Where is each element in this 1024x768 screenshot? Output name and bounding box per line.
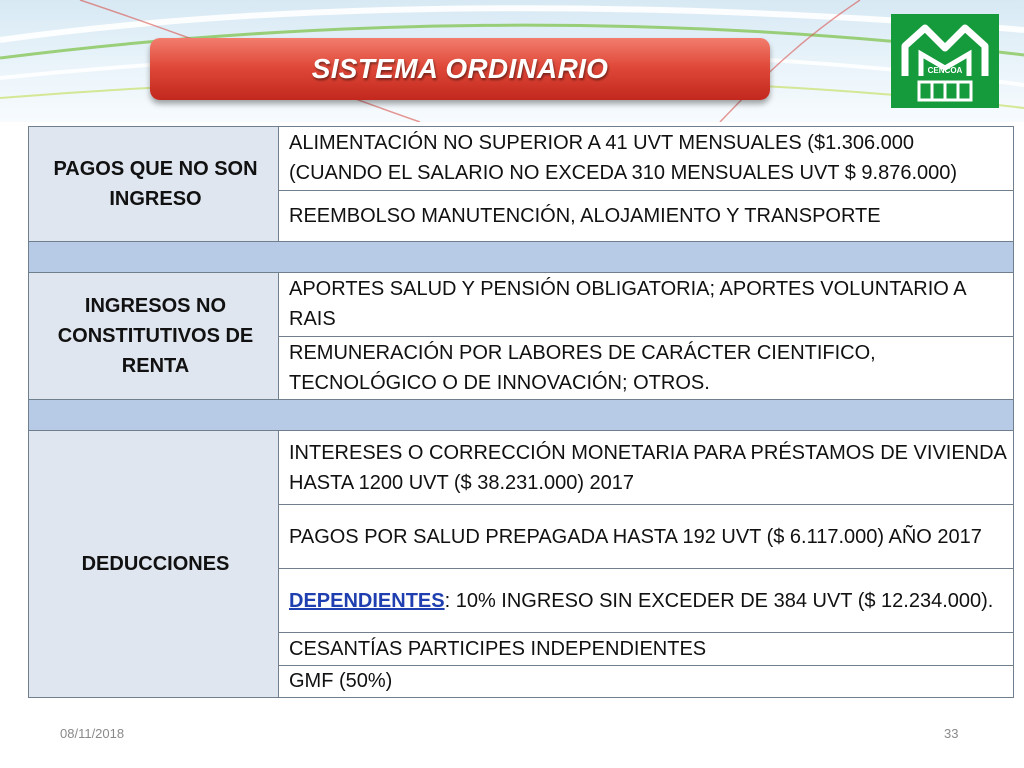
item-cell: REMUNERACIÓN POR LABORES DE CARÁCTER CIENTIFICO, TECNOLÓGICO O DE INNOVACIÓN; OTROS. <box>279 336 1014 400</box>
tax-table <box>28 126 1014 698</box>
category-cell: INGRESOS NO CONSTITUTIVOS DE RENTA <box>29 273 279 400</box>
category-cell: PAGOS QUE NO SON INGRESO <box>29 127 279 242</box>
item-cell: GMF (50%) <box>279 665 1014 698</box>
spacer-cell <box>29 242 1014 273</box>
item-cell: REEMBOLSO MANUTENCIÓN, ALOJAMIENTO Y TRANSPORTE <box>279 190 1014 241</box>
spacer-row <box>29 400 1014 431</box>
page-title: SISTEMA ORDINARIO <box>311 53 609 84</box>
dependientes-link[interactable]: DEPENDIENTES <box>289 589 445 612</box>
category-cell: DEDUCCIONES <box>29 431 279 698</box>
item-cell: APORTES SALUD Y PENSIÓN OBLIGATORIA; APORTES VOLUNTARIO A RAIS <box>279 273 1014 337</box>
item-cell <box>279 569 1014 633</box>
item-text: : 10% INGRESO SIN EXCEDER DE 384 UVT ($ 12.234.000). <box>444 589 994 612</box>
page-number: 33 <box>944 726 959 741</box>
logo-label: CENCOA <box>927 66 963 75</box>
item-cell: ALIMENTACIÓN NO SUPERIOR A 41 UVT MENSUALES ($1.306.000 (CUANDO EL SALARIO NO EXCEDA 310 MENSUALES UVT $ 9.876.000) <box>279 127 1014 191</box>
footer-date: 08/11/2018 <box>60 726 125 741</box>
item-cell: PAGOS POR SALUD PREPAGADA HASTA 192 UVT ($ 6.117.000) AÑO 2017 <box>279 505 1014 569</box>
item-cell: INTERESES O CORRECCIÓN MONETARIA PARA PRÉSTAMOS DE VIVIENDA HASTA 1200 UVT ($ 38.231.000) 2017 <box>279 431 1014 505</box>
table-row <box>29 273 1014 337</box>
table-row <box>29 431 1014 505</box>
table-row <box>29 127 1014 191</box>
item-cell: CESANTÍAS PARTICIPES INDEPENDIENTES <box>279 633 1014 665</box>
spacer-cell <box>29 400 1014 431</box>
title-banner <box>150 38 770 100</box>
spacer-row <box>29 242 1014 273</box>
logo-mark-icon <box>891 14 999 108</box>
cencoa-logo <box>891 14 999 108</box>
